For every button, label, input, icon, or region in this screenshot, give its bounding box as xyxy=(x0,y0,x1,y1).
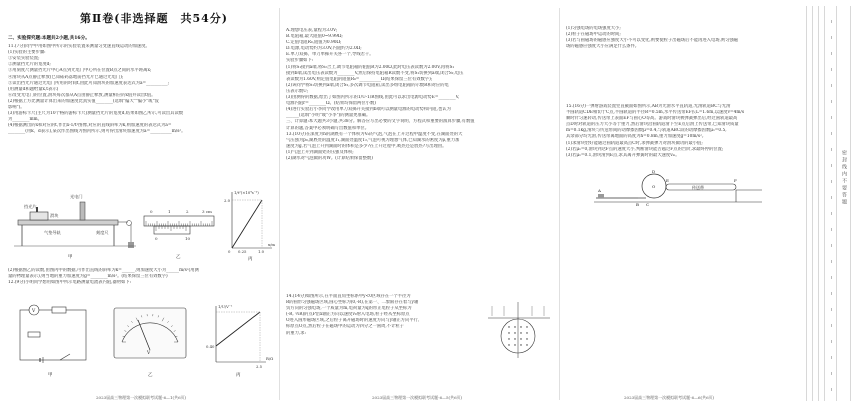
svg-text:R/Ω: R/Ω xyxy=(266,356,274,361)
binding-margin-strip xyxy=(792,0,860,407)
svg-text:2: 2 xyxy=(186,209,189,214)
text-line: ______(选填"小明"或"小李")的测量更准确。 xyxy=(286,113,371,119)
question-15 xyxy=(566,104,784,159)
text-line: (2)该同学将S₁切换到a端,闭合S₂,多次调节电阻箱,读出多组电阻箱的示数R和对应的电 xyxy=(286,82,449,88)
text-line: 为________mm。 xyxy=(8,117,42,123)
svg-text:V: V xyxy=(32,309,36,314)
text-line: B.电阻箱,最大阻值0~9.99Ω; xyxy=(286,34,343,40)
page-title: 第Ⅱ卷(非选择题 共54分) xyxy=(80,12,228,25)
fig-caption-b: 乙 xyxy=(176,255,181,260)
text-line: (-R, ½R)的点P沿x轴正方向以速度v₀射入电场,粒子经从坐标原点 xyxy=(286,312,410,318)
fig-caption-a: 甲 xyxy=(68,255,73,260)
text-line: 影响")。 xyxy=(8,105,25,111)
question-11 xyxy=(8,44,270,135)
svg-text:0: 0 xyxy=(155,236,158,241)
svg-text:2.0: 2.0 xyxy=(224,198,231,203)
label-ruler: 刻度尺 xyxy=(96,230,109,235)
svg-text:B: B xyxy=(636,202,639,207)
text-line: (1)气泡上升到湖面处的压强及体积; xyxy=(286,149,354,155)
text-line: ⑥改变光电门的位置,滑块每次都从A点由静止释放,测量相应的x值并读出t值。 xyxy=(8,92,156,98)
text-line: 负方向的匀强电场,一个质量为m,电荷量为q的带正电粒子从坐标为 xyxy=(286,306,412,312)
text-line: 半圆轨道CDE相切于C点,半圆轨道的半径R=0.5m,水平传送带EF长L=1.6m,以速度v=4m/s xyxy=(566,110,745,116)
text-line: (2)根据图乙的读数,由图丙中的数据,可作出直线的斜率为k=______,则加速度大小为______m/s²(用测 xyxy=(8,268,199,273)
text-line: 的重力,求: xyxy=(286,330,307,336)
svg-text:传送带: 传送带 xyxy=(692,185,704,190)
text-line: 标原点O点,然后粒子在磁场中的运动为四分之一圆周,不计粒子 xyxy=(286,324,404,330)
q11-figures xyxy=(10,188,280,264)
text-line: O进入圆形磁场区域,之后粒子离开磁场时的速度方向与y轴正方向平行, xyxy=(286,318,420,324)
text-line: (2)粒子在磁场中运动的时间; xyxy=(566,32,621,38)
q11-tail-block xyxy=(0,268,278,286)
fig-caption-c: 丙 xyxy=(236,373,241,378)
text-line: 顺时针匀速转动,传送带上表面EF与圆心O等高。游戏时滑块被弹簧弹出后,经过圆轨道最高 xyxy=(566,116,738,122)
text-line: (2)根据上方比测量计算出来的加速度比真实值________(选填"偏大""偏小"或"没 xyxy=(8,98,159,104)
text-line: D.电源,电动势约为3.0V,内阻约为2.0Ω; xyxy=(286,46,362,52)
svg-text:D: D xyxy=(652,169,656,174)
text-line: 实验步骤如下: xyxy=(286,58,314,64)
text-line: (1)将S₁接到a端,将S₂合上,调节电阻箱的阻值R为2.00Ω,此时电压表读数为2.00V,再将S₁ xyxy=(286,64,455,70)
text-line: ________(用k、d表示),某次作出图线为图丙所示,则可得出滑块加速度为a=__________m/s²。 xyxy=(8,129,186,135)
svg-text:1: 1 xyxy=(168,209,171,214)
svg-text:x/m: x/m xyxy=(268,242,276,247)
question-11-tail xyxy=(8,268,270,280)
text-line: (2)湖水对气泡做的功W。(计算结果保留整数) xyxy=(286,155,373,161)
text-line: 14.(14分)如图所示,在平面直角坐标系中y<0区域存在一个半径为 xyxy=(286,294,411,299)
footer-page-1: 2023届高三物理第一次模拟联考试题·6—1(共6页) xyxy=(96,395,187,400)
svg-text:C: C xyxy=(646,202,650,207)
question-12 xyxy=(8,280,270,286)
text-line: (1)求滑块恰好能通过圆轨道最高点C时,求弹簧弹力对滑块做功的最小值; xyxy=(566,140,703,146)
text-line: (3)用游标卡尺(主尺为10个格的游标卡尺)测量挡光片的宽度d,结果如图乙所示,可读出其读数 xyxy=(8,111,184,117)
svg-text:A: A xyxy=(598,188,601,193)
q12-graph xyxy=(206,304,273,378)
section-heading: 二、实验探究题:本题共2小题,共16分。 xyxy=(8,36,90,41)
svg-text:V: V xyxy=(147,351,151,356)
text-line: ⑤读出挡光片通过光电门所用的时间t,由此可知滑块的加速度表达式为a=__________; xyxy=(8,80,170,86)
text-line: 15.(16分)一弹射游戏装置竖直截面如图所示,AB为光滑水平直轨道,光滑轨道BC与光滑 xyxy=(566,104,731,109)
svg-text:0.25: 0.25 xyxy=(238,249,247,254)
svg-text:1/U/V⁻¹: 1/U/V⁻¹ xyxy=(218,304,233,309)
q14-figure xyxy=(484,300,554,360)
q14-block xyxy=(280,294,490,337)
footer-page-3: 2023届高三物理第一次模拟联考试题·6—6(共6页) xyxy=(624,395,715,400)
fig-caption-c: 丙 xyxy=(248,257,253,262)
text-line: 13.(10分)在深度为h的湖底有一个体积为V₀的气泡,气泡在上升过程中温度不变,在湖面处的大 xyxy=(286,131,463,137)
text-line: (4)进行实验后小李同学改用单刀双掷开关接到b端可以测量电源的电动势和内阻,也认为 xyxy=(286,107,451,113)
air-track-figure xyxy=(14,193,136,260)
seal-line-notice: 密封线内不要答题 xyxy=(841,150,847,206)
text-line: 11.(7分)同学甲用如图甲所示的实验装置来测量匀变速直线运动的加速度。 xyxy=(8,44,150,50)
graph-figure xyxy=(224,190,275,262)
text-line: 量的物理量表示),则当地的重力加速度为g=________m/s²。(结果保留三位有效数字) xyxy=(8,274,168,280)
label-slider: 滑块 xyxy=(50,213,59,218)
text-line: C.定值电阻R₀,阻值为0.90Ω; xyxy=(286,40,342,46)
page-2-text xyxy=(286,28,552,162)
text-line: 压表示数U; xyxy=(286,88,309,94)
fig-caption-a: 甲 xyxy=(48,373,53,378)
svg-text:1/t²(×10⁴s⁻²): 1/t²(×10⁴s⁻²) xyxy=(234,190,259,195)
text-line: (用测量d和题给量x,t表示) xyxy=(8,86,59,92)
text-line: 气压强为p₀,湖底处的温度T₁,湖面处温度T₂,气泡可视为理想气体,已知湖水的密度为ρ,重力加 xyxy=(286,137,460,143)
label-air-track: 气垫导轨 xyxy=(44,230,61,235)
svg-text:0: 0 xyxy=(228,249,231,254)
text-line: 表读数为1.60V,则定值电阻的阻值R₀=__________Ω(结果保留三位有效数字); xyxy=(286,76,433,82)
fig-caption-b: 乙 xyxy=(148,373,153,378)
vernier-figure xyxy=(144,209,214,260)
svg-text:O: O xyxy=(652,184,656,189)
svg-text:0.40: 0.40 xyxy=(206,344,215,349)
text-line: 场的磁感应强度大小应满足什么条件。 xyxy=(566,44,640,50)
svg-text:3 cm: 3 cm xyxy=(202,209,212,214)
page-3-text xyxy=(566,26,784,50)
text-line: 其余部分均光滑,传送带离地面的高度为h=0.8m,重力加速度g=10m/s²。 xyxy=(566,134,707,140)
q15-block xyxy=(560,104,790,159)
text-line: 接到b端,读出电压表读数为________V,然后保持电阻箱R读数不变,将S₁切换到a端,闭合S₂,电压 xyxy=(286,70,464,76)
svg-text:1.0: 1.0 xyxy=(258,249,265,254)
label-shutter: 挡光片 xyxy=(24,204,37,209)
footer-page-2: 2023届高三物理第一次模拟联考试题·6—5(共6页) xyxy=(372,395,463,400)
text-line: (1)匀强电场的电场强度大小; xyxy=(566,26,621,31)
q12-figures xyxy=(10,302,278,382)
text-line: ①安装实验装置; xyxy=(8,56,40,62)
svg-text:F: F xyxy=(734,178,737,183)
text-line: (3)若μ₁=0.1,滑块滑到E点,求其离开弹簧时的最大速度vₘ。 xyxy=(566,152,680,158)
circuit-figure xyxy=(20,305,86,378)
text-line: ④滑块从A点静止释放(已知砝码落地前挡光片已通过光电门); xyxy=(8,74,124,80)
svg-text:0: 0 xyxy=(150,209,153,214)
text-line: 点D时对轨道的压力大小等于重力,然后滑块沿圆轨道滑下至E点后滑上传送带,已知滑块质量 xyxy=(566,122,739,128)
text-line: 12.(9分)小明同学想用如图甲所示电路测量电流表内阻,器材如下: xyxy=(8,280,132,286)
text-line: (4)根据测出的x和对应的t,作出x-1/t²图像,对应的直线斜率为k,则加速度的表达式为a= xyxy=(8,123,172,129)
text-line: 计算的题,答案中必须明确写出数值和单位。 xyxy=(286,125,370,131)
question-14 xyxy=(286,294,484,337)
text-line: ③用刻度尺测量挡光片中心A点到光电门中心所在位置B点之间的水平距离x; xyxy=(8,68,152,74)
text-line: (3)由测得的数据,绘出了如图丙所示的1/U-1/R图线,由此可以求出电源电动势E=________V, xyxy=(286,95,460,101)
text-line: R的圆形匀强磁场区域,圆心坐标为(0,-R),在第一、二象限存在着与y轴 xyxy=(286,300,419,306)
text-line: A.理想电压表,量程为3.0V; xyxy=(286,28,338,33)
q15-figure xyxy=(594,168,764,208)
text-line: (1)实验的主要步骤: xyxy=(8,50,46,56)
text-line: 三、计算题:本大题共3小题,共38分。解答应写出必要的文字说明、方程式和重要的演算步骤,有数值 xyxy=(286,119,475,125)
label-photogate: 光电门 xyxy=(70,194,83,199)
text-line: E.单刀双掷、单刀单掷开关各一个,导线若干。 xyxy=(286,52,374,58)
svg-text:10: 10 xyxy=(185,236,191,241)
text-line: ②测量挡光片的宽度d; xyxy=(8,62,51,68)
svg-text:2.5: 2.5 xyxy=(256,364,263,369)
text-line: 电源内阻r=________Ω。(结果均保留两位小数) xyxy=(286,101,376,107)
text-line: 速度为g,若气泡上升到湖面时的体积是多少?在上升过程中,吸热还是放热?写出理由。 xyxy=(286,143,447,149)
text-line: (3)若与圆磁场的磁感应强度大小不可以变化,则要使粒子出磁场后不能再进入电场,则匀强磁 xyxy=(566,38,739,44)
text-line: (2)若μ₁=0,滑块到达F点的速度大小,判断滑块能否越过F点的台阶,求最终停的位置; xyxy=(566,146,724,152)
svg-text:E: E xyxy=(666,178,669,183)
text-line: m=0.1kg,滑块与传送带间的动摩擦因数μ=0.4,与轨道ABC段的动摩擦因数μ₁=0.5, xyxy=(566,128,727,134)
voltmeter-figure xyxy=(114,308,186,378)
